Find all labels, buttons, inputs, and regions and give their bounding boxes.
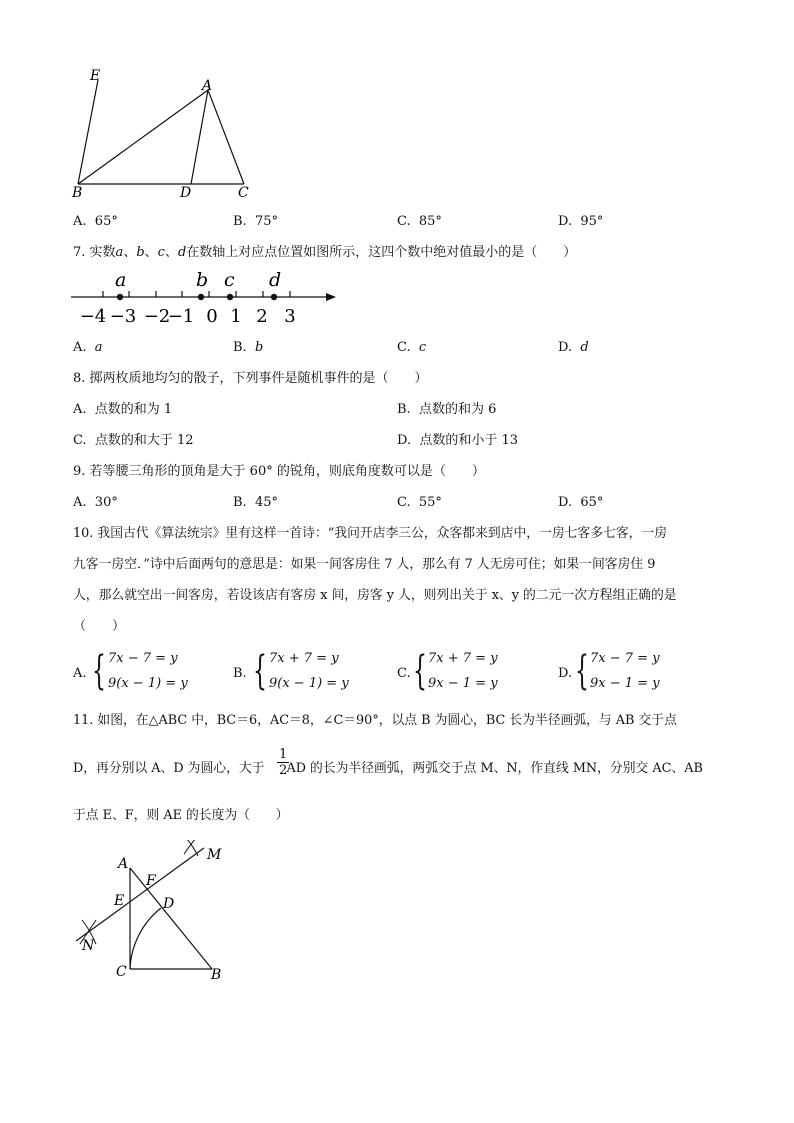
q10-stem-line-2: 九客一房空．”诗中后面两句的意思是：如果一间客房住 7 人，那么有 7 人无房可住；如果一间客房住 9 (73, 557, 656, 572)
fig11-label-C: C (116, 964, 127, 980)
brace-icon: { (575, 648, 589, 694)
q9-option-a[interactable]: A. 30° (73, 495, 118, 510)
q10-stem-line-3: 人，那么就空出一间客房，若设该店有客房 x 间，房客 y 人，则列出关于 x、y 的二元一次方程组正确的是 (73, 588, 677, 603)
brace-icon: { (253, 648, 267, 694)
point-label-a: a (115, 269, 127, 291)
q6-option-c[interactable]: C. 85° (397, 214, 442, 229)
fraction-one-half: $\frac{1}{2}$ (279, 747, 288, 778)
q11-stem-line-2: D，再分别以 A、D 为圆心，大于 AD 的长为半径画弧，两弧交于点 M、N，作直线 MN，分别交 AC、AB (73, 761, 703, 776)
point-c (227, 294, 233, 300)
q10-stem-line-1: 10. 我国古代《算法统宗》里有这样一首诗：“我问开店李三公，众客都来到店中，一房七客多七客，一房 (73, 526, 668, 541)
q8-option-a[interactable]: A. 点数的和为 1 (73, 402, 173, 417)
label-C: C (238, 185, 249, 201)
q9-option-b[interactable]: B. 45° (233, 495, 278, 510)
tick-label: −1 (167, 306, 195, 327)
label-A: A (202, 78, 213, 94)
q9-stem: 9. 若等腰三角形的顶角是大于 60° 的锐角，则底角度数可以是（ ） (73, 464, 485, 479)
tick-label: 1 (230, 306, 242, 327)
q7-option-c[interactable]: C. c (397, 340, 427, 355)
q7-option-b[interactable]: B. b (233, 340, 264, 355)
q8-stem: 8. 掷两枚质地均匀的骰子，下列事件是随机事件的是（ ） (73, 371, 428, 386)
q10-option-b-letter[interactable]: B. (233, 666, 247, 681)
number-line (66, 268, 346, 330)
point-a (117, 294, 123, 300)
brace-icon: { (413, 648, 427, 694)
q10-option-d-letter[interactable]: D. (558, 666, 573, 681)
fig11-label-E: E (114, 893, 125, 909)
q8-option-c[interactable]: C. 点数的和大于 12 (73, 433, 194, 448)
triangle-figure-q6 (60, 60, 270, 205)
fig11-label-D: D (163, 896, 175, 912)
q6-option-d[interactable]: D. 95° (558, 214, 604, 229)
label-D: D (180, 185, 192, 201)
q7-option-a[interactable]: A. a (73, 340, 103, 355)
construction-figure-q11 (66, 840, 246, 985)
q11-stem-line-3: 于点 E、F，则 AE 的长度为（ ） (73, 808, 289, 823)
tick-label: −4 (79, 306, 107, 327)
tick-label: −3 (109, 306, 137, 327)
tick-label: 0 (206, 306, 218, 327)
point-b (198, 294, 204, 300)
q11-stem-line-1: 11. 如图，在△ABC 中，BC＝6，AC＝8，∠C＝90°，以点 B 为圆心，BC 长为半径画弧，与 AB 交于点 (73, 713, 677, 728)
label-E: E (90, 68, 101, 84)
label-B: B (72, 185, 83, 201)
fig11-label-M: M (207, 847, 222, 863)
q10-stem-line-4: （ ） (73, 619, 126, 634)
point-label-c: c (224, 269, 235, 291)
fig11-label-B: B (211, 967, 222, 983)
tick-label: 3 (284, 306, 296, 327)
brace-icon: { (92, 648, 106, 694)
q10-option-a-letter[interactable]: A. (73, 666, 87, 681)
q10-option-c-letter[interactable]: C. (397, 666, 411, 681)
q9-option-d[interactable]: D. 65° (558, 495, 604, 510)
tick-label: −2 (143, 306, 171, 327)
q6-option-a[interactable]: A. 65° (73, 214, 118, 229)
q8-option-d[interactable]: D. 点数的和小于 13 (397, 433, 519, 448)
point-d (271, 294, 277, 300)
tick-label: 2 (256, 306, 268, 327)
fig11-label-F: F (146, 873, 156, 889)
point-label-b: b (196, 269, 209, 291)
q9-option-c[interactable]: C. 55° (397, 495, 442, 510)
q6-option-b[interactable]: B. 75° (233, 214, 278, 229)
fig11-label-A: A (118, 856, 129, 872)
q8-option-b[interactable]: B. 点数的和为 6 (397, 402, 497, 417)
fig11-label-N: N (82, 938, 95, 954)
q7-option-d[interactable]: D. d (558, 340, 589, 355)
point-label-d: d (269, 269, 282, 291)
q7-stem: 7. 实数a、b、c、d在数轴上对应点位置如图所示，这四个数中绝对值最小的是（ ） (73, 245, 577, 260)
